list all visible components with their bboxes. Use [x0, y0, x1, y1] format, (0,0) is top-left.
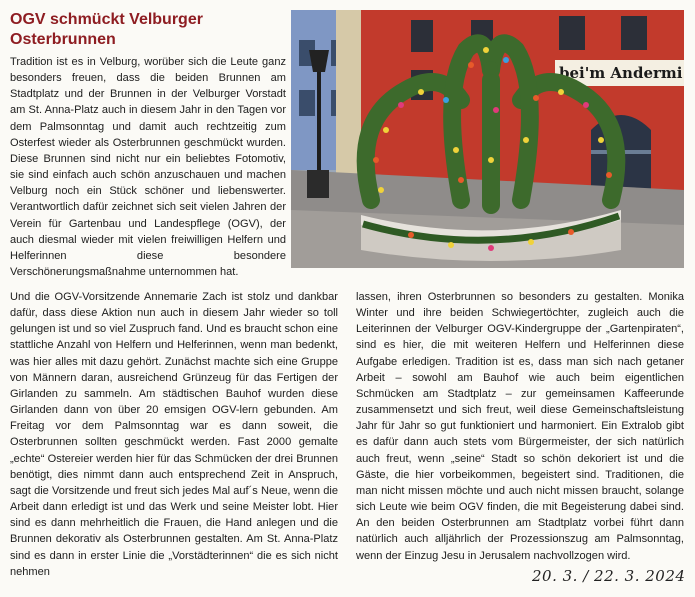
article-title: OGV schmückt Velburger Osterbrunnen — [10, 11, 203, 48]
article-paragraph-left: Und die OGV-Vorsitzende Annemarie Zach ist stolz und dankbar dafür, dass diese Aktion nun auch in diesem Jahr wieder so toll gelungen ist und so viel Zuspruch fand. Und es braucht schon eine stattliche Anzahl von Helfern und Helferinnen, wenn man bedenkt, was hier alles mit dazu gehört. Zunächst machte sich eine Gruppe von Männern daran, ausreichend Grünzeug für das Fertigen der Girlanden zu sammeln. Am städtischen Bauhof wurden diese Girlanden dann von über 20 emsigen OGV-lern gebunden. Am Freitag vor dem Palmsonntag war es dann soweit, die Osterbrunnen sollten geschmückt werden. Fast 2000 gemalte „echte“ Ostereier werden hier für das Schmücken der drei Brunnen benötigt, dies nimmt dann auch entsprechend Zeit in Anspruch, sagt die Vorsitzende und freut sich jedes Mal auf´s Neue, wenn die Arbeit dann erledigt ist und das Werk und seine Meister lobt. Hier sind es dann mehrheitlich die Frauen, die Hand anlegen und die Brunnen dekorativ als Osterbrunnen gestalten. Am St. Anna-Platz sind es dann in erster Linie die „Vorstädterinnen“ die es sich nicht nehmen — [10, 291, 338, 578]
osterbrunnen-photo — [291, 10, 684, 268]
article-paragraph-right: lassen, ihren Osterbrunnen so besonders zu gestalten. Monika Winter und ihre beiden Schwiegertöchter, zugleich auch die Leiterinnen der Velburger OGV-Kindergruppe der „Gartenpiraten“, sind es hier, die mit weiteren Helfern und Helferinnen diese Aufgabe erledigen. Tradition ist es, dass man sich nach getaner Arbeit – sowohl am Bauhof wie auch beim eigentlichen Schmücken am Stadtplatz – zur gemeinsamen Kaffeerunde zusammensetzt und sich freut, weil diese Gemeinschaftsleistung Jahr für Jahr so gut funktioniert und harmoniert. Ein Extralob gibt es dafür dann auch stets vom Bürgermeister, der sich natürlich auch freut, wenn „seine“ Stadt so schön dekoriert ist und die Gäste, die hier vorbeikommen, begeistert sind. Traditionen, die man nicht missen möchte und auch nicht missen braucht, solange sich Leute wie beim OGV finden, die mit Begeisterung dabei sind. An den beiden Osterbrunnen am Stadtplatz vorbei führt dann natürlich auch alljährlich der Prozessionszug am Palmsonntag, wenn der Einzug Jesu in Jerusalem nachvollzogen wird. — [356, 291, 684, 562]
handwritten-date: 20. 3. / 22. 3. 2024 — [532, 567, 686, 585]
article-paragraph-intro: Tradition ist es in Velburg, worüber sich die Leute ganz besonders freuen, dass die beiden Brunnen am Stadtplatz und der Brunnen in der Velburger Vorstadt am St. Anna-Platz auch in diesem Jahr in den Tagen vor dem Palmsonntag und damit auch rechtzeitig zum Osterfest wieder als Osterbrunnen geschmückt wurden. Diese Brunnen sind nicht nur ein beliebtes Fotomotiv, sie sind einfach auch schön anzuschauen und machen Velburg noch ein Stück schöner und liebenswerter. Verantwortlich dafür zeichnet sich seit vielen Jahren der Verein für Gartenbau und Landespflege (OGV), der auch diesmal wieder mit vielen freiwilligen Helfern und Helferinnen diese besondere Verschönerungsmaßnahme unternommen hat. — [10, 56, 286, 279]
shop-sign: bei'm Andermi — [559, 64, 683, 82]
